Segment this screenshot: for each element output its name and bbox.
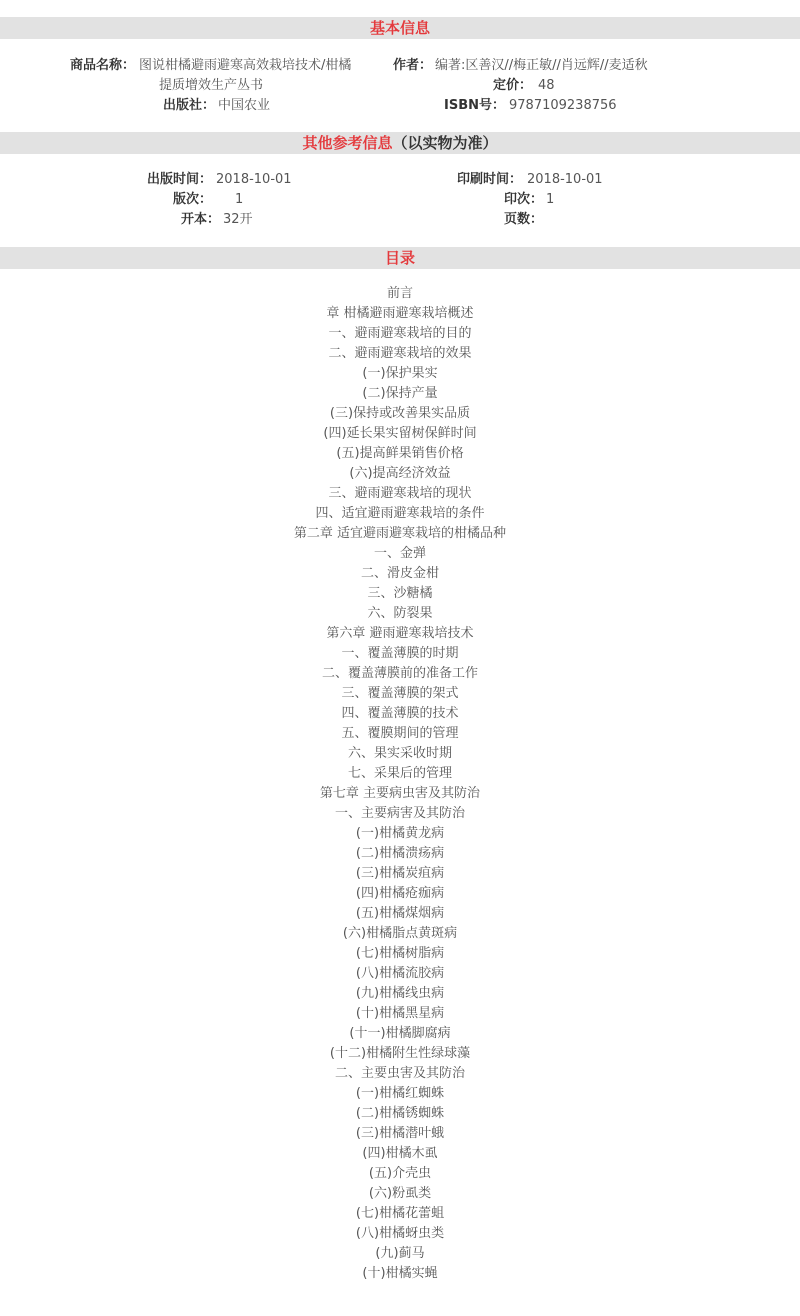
pages-label: 页数： xyxy=(503,212,543,227)
toc-item: 第六章 避雨避寒栽培技术 xyxy=(326,626,474,641)
toc-item: 六、果实采收时期 xyxy=(347,746,452,761)
isbn-label: ISBN号： xyxy=(444,98,505,113)
toc-item: 三、沙糖橘 xyxy=(367,586,433,601)
other-info-title: 其他参考信息 xyxy=(302,134,393,152)
toc-list xyxy=(0,284,800,1284)
other-info-header xyxy=(0,132,800,154)
toc-item: 三、避雨避寒栽培的现状 xyxy=(328,486,472,501)
basic-info-header xyxy=(0,17,800,39)
toc-item: 二、滑皮金柑 xyxy=(360,566,439,581)
toc-item: 第二章 适宜避雨避寒栽培的柑橘品种 xyxy=(293,526,507,541)
toc-item: 第七章 主要病虫害及其防治 xyxy=(319,786,481,801)
pub-date-value: 2018-10-01 xyxy=(216,172,292,187)
toc-item: (六)柑橘脂点黄斑病 xyxy=(342,926,458,941)
publisher-value: 中国农业 xyxy=(218,98,271,113)
toc-item: (九)蓟马 xyxy=(375,1246,425,1261)
toc-item: (六)提高经济效益 xyxy=(349,466,451,481)
toc-item: 六、防裂果 xyxy=(367,606,433,621)
toc-item: (三)保持或改善果实品质 xyxy=(329,406,471,421)
printing-label: 印次： xyxy=(503,192,543,207)
toc-item: (七)柑橘树脂病 xyxy=(355,946,445,961)
toc-item: 一、避雨避寒栽培的目的 xyxy=(328,326,472,341)
toc-header xyxy=(0,247,800,269)
print-date-value: 2018-10-01 xyxy=(527,172,603,187)
price-value: 48 xyxy=(538,78,555,93)
format-label: 开本： xyxy=(180,212,220,227)
toc-item: 四、适宜避雨避寒栽培的条件 xyxy=(315,506,485,521)
basic-info-block xyxy=(0,56,800,116)
toc-item: 七、采果后的管理 xyxy=(347,766,452,781)
toc-item: 一、覆盖薄膜的时期 xyxy=(341,646,459,661)
isbn-value: 9787109238756 xyxy=(509,98,617,113)
pub-date-label: 出版时间： xyxy=(146,172,212,187)
toc-item: 前言 xyxy=(386,286,413,301)
toc-item: (十二)柑橘附生性绿球藻 xyxy=(329,1046,471,1061)
toc-item: (二)柑橘锈蜘蛛 xyxy=(355,1106,445,1121)
toc-item: (四)延长果实留树保鲜时间 xyxy=(323,426,477,441)
print-date-label: 印刷时间： xyxy=(456,172,522,187)
edition-value: 1 xyxy=(235,192,244,207)
author-label: 作者： xyxy=(392,58,432,73)
author-value: 编著:区善汉//梅正敏//肖远辉//麦适秋 xyxy=(435,58,648,73)
toc-item: 二、覆盖薄膜前的准备工作 xyxy=(321,666,478,681)
toc-item: (八)柑橘蚜虫类 xyxy=(355,1226,445,1241)
toc-item: (九)柑橘线虫病 xyxy=(355,986,445,1001)
toc-item: (一)保护果实 xyxy=(362,366,438,381)
toc-item: (五)介壳虫 xyxy=(368,1166,432,1181)
publisher-label: 出版社： xyxy=(162,98,215,113)
edition-label: 版次： xyxy=(172,192,212,207)
toc-item: (三)柑橘炭疽病 xyxy=(355,866,445,881)
toc-item: (七)柑橘花蕾蛆 xyxy=(355,1206,445,1221)
toc-item: 二、主要虫害及其防治 xyxy=(334,1066,465,1081)
basic-info-title: 基本信息 xyxy=(369,19,430,37)
toc-item: (一)柑橘红蜘蛛 xyxy=(355,1086,445,1101)
toc-item: (三)柑橘潜叶蛾 xyxy=(355,1126,445,1141)
format-value: 32开 xyxy=(223,212,253,227)
toc-item: (八)柑橘流胶病 xyxy=(355,966,445,981)
toc-title: 目录 xyxy=(384,249,415,267)
toc-item: 五、覆膜期间的管理 xyxy=(341,726,459,741)
toc-item: (二)保持产量 xyxy=(362,386,438,401)
toc-item: (十)柑橘黑星病 xyxy=(355,1006,445,1021)
toc-item: 四、覆盖薄膜的技术 xyxy=(341,706,459,721)
toc-item: (五)提高鲜果销售价格 xyxy=(336,446,464,461)
toc-item: 一、金弹 xyxy=(373,546,426,561)
toc-item: (六)粉虱类 xyxy=(368,1186,432,1201)
other-info-block xyxy=(0,170,800,230)
toc-item: 三、覆盖薄膜的架式 xyxy=(341,686,459,701)
toc-item: (四)柑橘木虱 xyxy=(362,1146,438,1161)
toc-item: 一、主要病害及其防治 xyxy=(334,806,465,821)
toc-item: (二)柑橘溃疡病 xyxy=(355,846,445,861)
printing-value: 1 xyxy=(546,192,555,207)
toc-item: (一)柑橘黄龙病 xyxy=(355,826,445,841)
toc-item: (四)柑橘疮痂病 xyxy=(355,886,445,901)
toc-item: (十一)柑橘脚腐病 xyxy=(349,1026,451,1041)
product-name-value: 图说柑橘避雨避寒高效栽培技术/柑橘 xyxy=(139,58,352,73)
toc-item: (十)柑橘实蝇 xyxy=(362,1266,438,1281)
other-info-note: （以实物为准） xyxy=(392,134,498,152)
product-name-label: 商品名称： xyxy=(69,58,135,73)
product-name-value-cont: 提质增效生产丛书 xyxy=(159,78,264,93)
toc-item: 章 柑橘避雨避寒栽培概述 xyxy=(326,306,474,321)
toc-item: (五)柑橘煤烟病 xyxy=(355,906,445,921)
toc-item: 二、避雨避寒栽培的效果 xyxy=(328,346,472,361)
price-label: 定价： xyxy=(492,78,532,93)
